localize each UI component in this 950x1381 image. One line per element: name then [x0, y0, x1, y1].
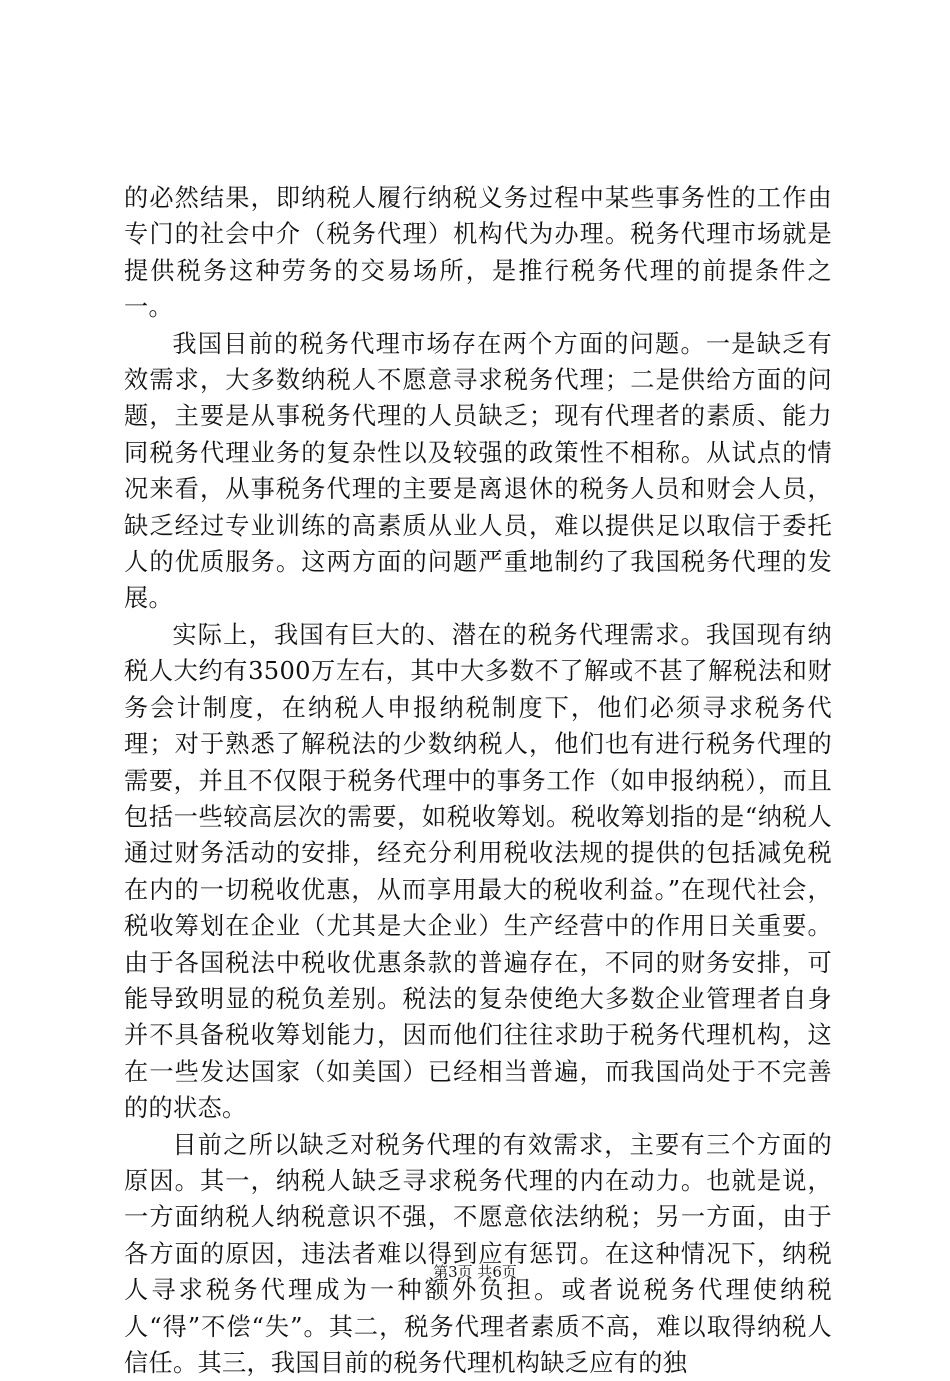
document-body: [124, 180, 832, 1381]
paragraph-3: 实际上，我国有巨大的、潜在的税务代理需求。我国现有纳税人大约有3500万左右，其中大多数不了解或不甚了解税法和财务会计制度，在纳税人申报纳税制度下，他们必须寻求税务代理；对于熟悉了解税法的少数纳税人，他们也有进行税务代理的需要，并且不仅限于税务代理中的事务工作（如申报纳税），而且包括一些较高层次的需要，如税收筹划。税收筹划指的是“纳税人通过财务活动的安排，经充分利用税收法规的提供的包括减免税在内的一切税收优惠，从而享用最大的税收利益。”在现代社会，税收筹划在企业（尤其是大企业）生产经营中的作用日关重要。由于各国税法中税收优惠条款的普遍存在，不同的财务安排，可能导致明显的税负差别。税法的复杂使绝大多数企业管理者自身并不具备税收筹划能力，因而他们往往求助于税务代理机构，这在一些发达国家（如美国）已经相当普遍，而我国尚处于不完善的的状态。: [124, 620, 832, 1123]
page-number-label: 第3页 共6页: [433, 1263, 517, 1281]
paragraph-4: 目前之所以缺乏对税务代理的有效需求，主要有三个方面的原因。其一，纳税人缺乏寻求税务代理的内在动力。也就是说，一方面纳税人纳税意识不强，不愿意依法纳税；另一方面，由于各方面的原因，违法者难以得到应有惩罚。在这种情况下，纳税人寻求税务代理成为一种额外负担。或者说税务代理使纳税人“得”不偿“失”。其二，税务代理者素质不高，难以取得纳税人信任。其三，我国目前的税务代理机构缺乏应有的独: [124, 1130, 832, 1377]
paragraph-1: 的必然结果，即纳税人履行纳税义务过程中某些事务性的工作由专门的社会中介（税务代理）机构代为办理。税务代理市场就是提供税务这种劳务的交易场所，是推行税务代理的前提条件之一。: [124, 184, 832, 322]
page-footer: [0, 1262, 950, 1282]
paragraph-2: 我国目前的税务代理市场存在两个方面的问题。一是缺乏有效需求，大多数纳税人不愿意寻求税务代理；二是供给方面的问题，主要是从事税务代理的人员缺乏；现有代理者的素质、能力同税务代理业务的复杂性以及较强的政策性不相称。从试点的情况来看，从事税务代理的主要是离退休的税务人员和财会人员，缺乏经过专业训练的高素质从业人员，难以提供足以取信于委托人的优质服务。这两方面的问题严重地制约了我国税务代理的发展。: [124, 329, 832, 613]
